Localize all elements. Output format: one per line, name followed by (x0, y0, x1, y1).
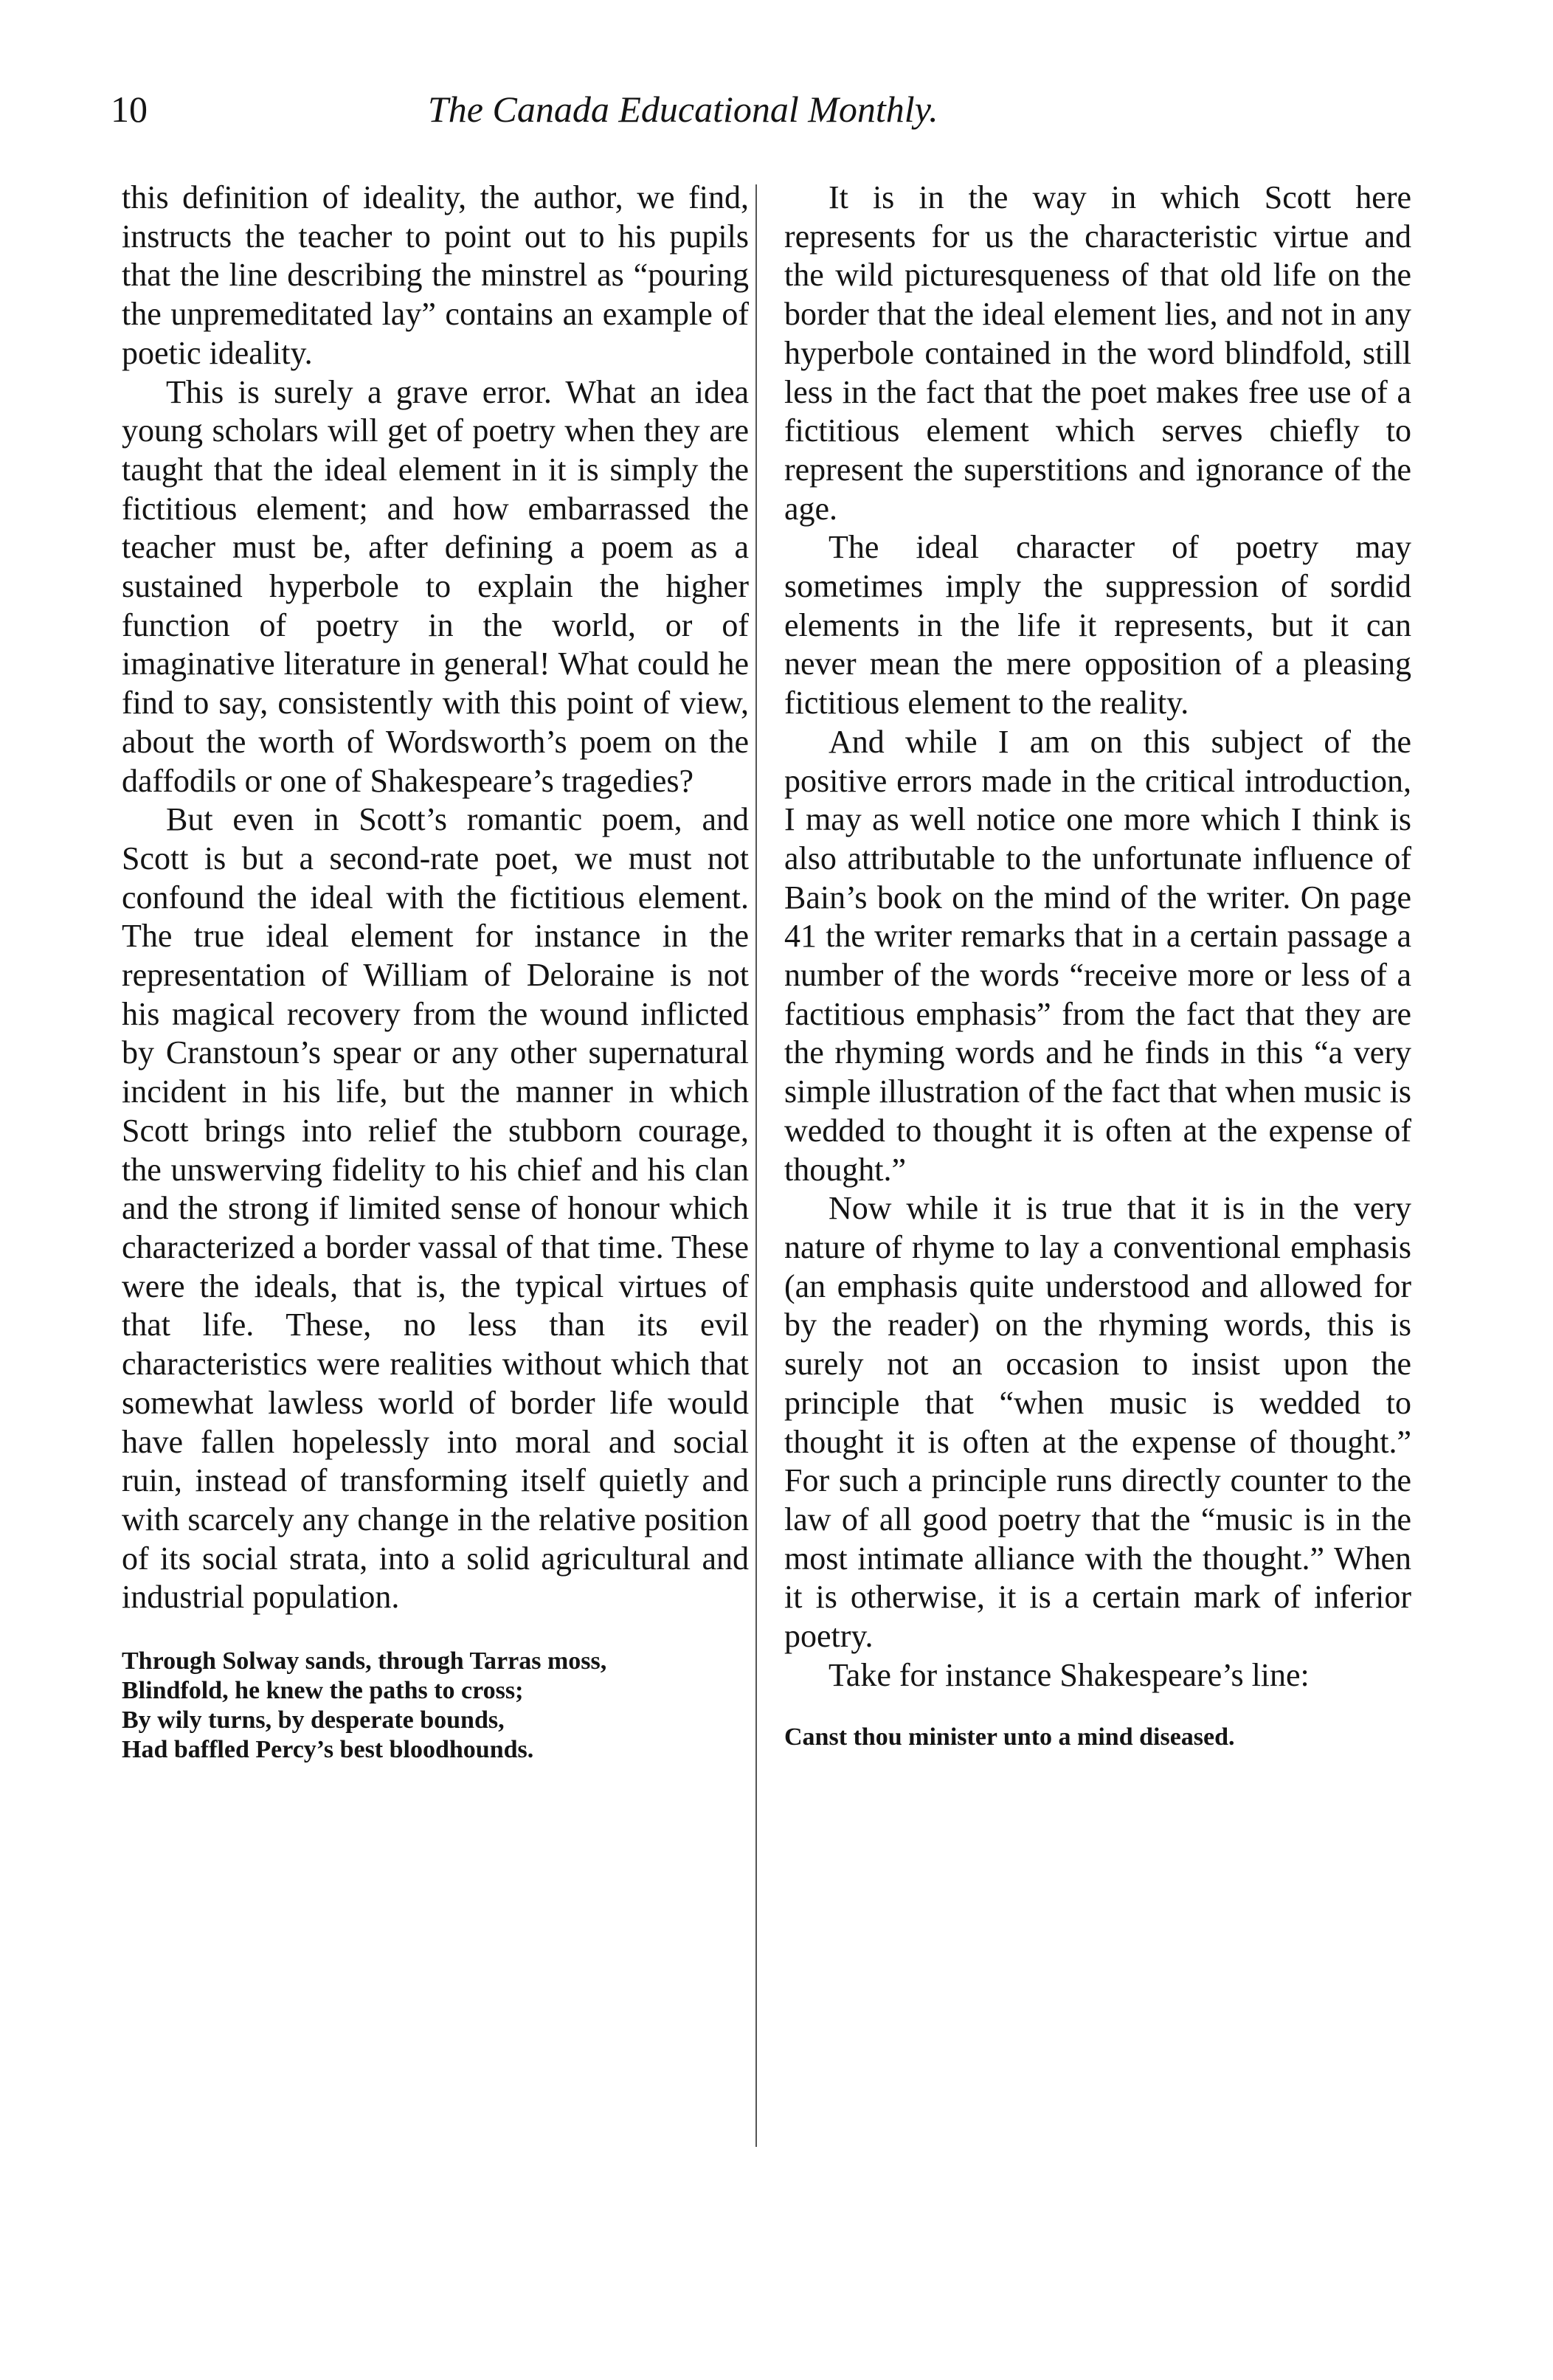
right-paragraph-3: And while I am on this subject of the positive errors made in the critical introduction, I may as well notice one more which I think is also attributable to the unfortunate influence of Bain’s book on the mind of the writer. On page 41 the writer remarks that in a certain passage a number of the words “receive more or less of a factitious emphasis” from the fact that they are the rhyming words and he finds in this “a very simple illustration of the fact that when music is wedded to thought it is often at the expense of thought.” (784, 723, 1411, 1188)
verse-quotation (122, 1647, 749, 1765)
right-column (784, 179, 1411, 1752)
left-paragraph-1: this definition of ideality, the author, we find, instructs the teacher to point out to his pupils that the line describing the minstrel as “pouring the unpremeditated lay” contains an example of poetic ideality. (122, 179, 749, 371)
right-paragraph-2: The ideal character of poetry may sometimes imply the suppression of sordid elements in the life it represents, but it can never mean the mere opposition of a pleasing fictitious element to the reality. (784, 529, 1411, 722)
verse-line-1: Through Solway sands, through Tarras moss, (122, 1647, 607, 1675)
page-number: 10 (111, 89, 148, 130)
verse-line-4: Had baffled Percy’s best bloodhounds. (122, 1736, 534, 1764)
right-paragraph-5: Take for instance Shakespeare’s line: (829, 1656, 1310, 1693)
left-paragraph-3: But even in Scott’s romantic poem, and Scott is but a second-rate poet, we must not confound the ideal with the fictitious element. The true ideal element for instance in the representation of William of Deloraine is not his magical recovery from the wound inflicted by Cranstoun’s spear or any other supernatural incident in his life, but the manner in which Scott brings into relief the stubborn courage, the unswerving fidelity to his chief and his clan and the strong if limited sense of honour which characterized a border vassal of that time. These were the ideals, that is, the typical virtues of that life. These, no less than its evil characteristics were realities without which that somewhat lawless world of border life would have fallen hopelessly into moral and social ruin, instead of transforming itself quietly and with scarcely any change in the relative position of its social strata, into a solid agricultural and industrial population. (122, 801, 749, 1616)
right-paragraph-4: Now while it is true that it is in the very nature of rhyme to lay a conventional emphasis (an emphasis quite understood and allowed for by the reader) on the rhyming words, this is surely not an occasion to insist upon the principle that “when music is wedded to thought it is often at the expense of thought.” For such a principle runs directly counter to the law of all good poetry that the “music is in the most intimate alliance with the thought.” When it is otherwise, it is a certain mark of inferior poetry. (784, 1190, 1411, 1655)
verse-line-3: By wily turns, by desperate bounds, (122, 1706, 505, 1734)
shakespeare-quotation: Canst thou minister unto a mind diseased. (784, 1723, 1235, 1751)
left-column (122, 179, 749, 1765)
column-divider (755, 184, 757, 2147)
right-paragraph-1: It is in the way in which Scott here represents for us the characteristic virtue and the wild picturesqueness of that old life on the border that the ideal element lies, and not in any hyperbole contained in the word blindfold, still less in the fact that the poet makes free use of a fictitious element which serves chiefly to represent the superstitions and ignorance of the age. (784, 179, 1411, 527)
running-title: The Canada Educational Monthly. (428, 89, 938, 130)
verse-line-2: Blindfold, he knew the paths to cross; (122, 1677, 524, 1705)
left-paragraph-2: This is surely a grave error. What an idea young scholars will get of poetry when they are taught that the ideal element in it is simply the fictitious element; and how embarrassed the teacher must be, after defining a poem as a sustained hyperbole to explain the higher function of poetry in the world, or of imaginative literature in general! What could he find to say, consistently with this point of view, about the worth of Wordsworth’s poem on the daffodils or one of Shakespeare’s tragedies? (122, 373, 749, 799)
